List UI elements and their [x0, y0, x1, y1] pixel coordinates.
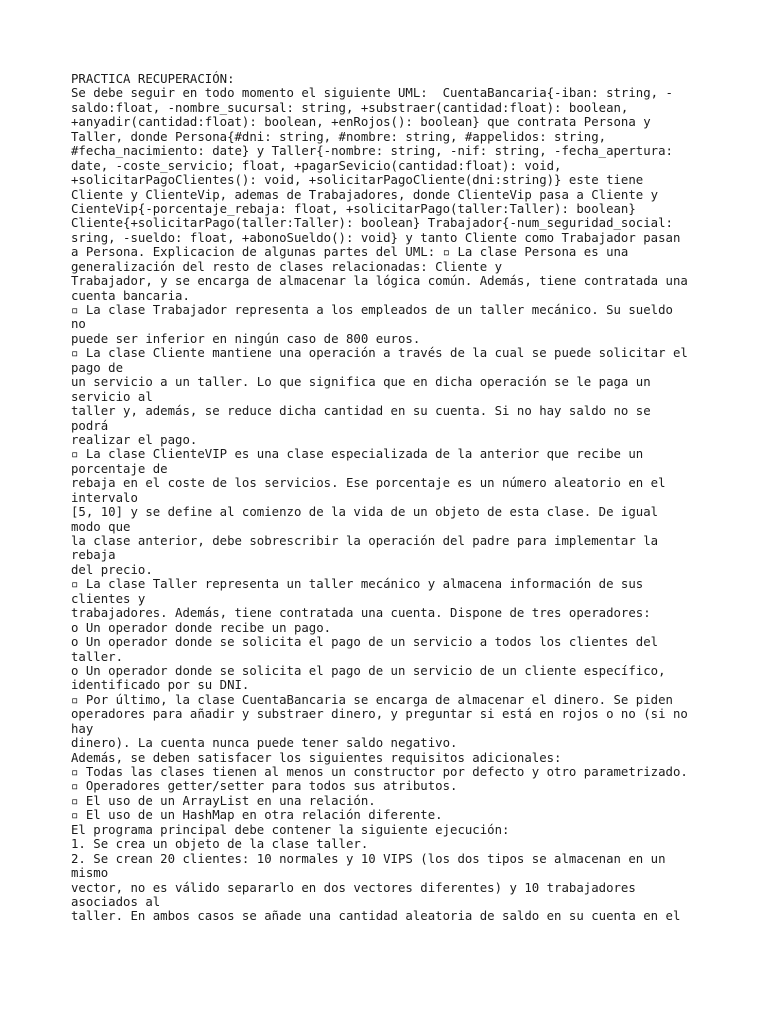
document-line: vector, no es válido separarlo en dos vectores diferentes) y 10 trabajadores [71, 880, 636, 895]
document-line: +solicitarPagoClientes(): void, +solicitarPagoCliente(dni:string)} este tiene [71, 173, 644, 188]
document-line: ▫ La clase Taller representa un taller mecánico y almacena información de sus [71, 577, 644, 592]
document-line: ▫ El uso de un ArrayList en una relación. [71, 793, 376, 808]
document-line: cuenta bancaria. [71, 288, 190, 303]
document-line: +anyadir(cantidad:float): boolean, +enRojos(): boolean} que contrata Persona y [71, 115, 651, 130]
document-line: realizar el pago. [71, 432, 198, 447]
document-line: dinero). La cuenta nunca puede tener saldo negativo. [71, 736, 458, 751]
document-line: 2. Se crean 20 clientes: 10 normales y 10 VIPS (los dos tipos se almacenan en un [71, 851, 666, 866]
document-line: ▫ La clase Trabajador representa a los empleados de un taller mecánico. Su sueldo [71, 303, 673, 317]
document-line: sring, -sueldo: float, +abonoSueldo(): void} y tanto Cliente como Trabajador pasan [71, 230, 681, 245]
document-line: ▫ La clase Cliente mantiene una operación a través de la cual se puede solicitar el [71, 346, 688, 361]
document-line: 1. Se crea un objeto de la clase taller. [71, 837, 369, 852]
document-line: mismo [71, 866, 109, 881]
document-line: porcentaje de [71, 461, 168, 476]
document-line: Trabajador, y se encarga de almacenar la lógica común. Además, tiene contratada una [71, 274, 688, 289]
document-line: Cliente{+solicitarPago(taller:Taller): boolean} Trabajador{-num_seguridad_social: [71, 216, 673, 231]
document-line: Cliente y ClienteVip, ademas de Trabajadores, donde ClienteVip pasa a Cliente y [71, 187, 659, 202]
document-line: ▫ Operadores getter/setter para todos sus atributos. [71, 779, 458, 794]
document-body [71, 72, 761, 924]
document-line: date, -coste_servicio; float, +pagarSevicio(cantidad:float): void, [71, 158, 562, 173]
document-line: o Un operador donde se solicita el pago de un servicio de un cliente específico, [71, 663, 666, 678]
document-line: un servicio a un taller. Lo que significa que en dicha operación se le paga un [71, 375, 651, 390]
document-line: pago de [71, 360, 124, 375]
document-line: puede ser inferior en ningún caso de 800 euros. [71, 331, 421, 346]
document-line: o Un operador donde recibe un pago. [71, 620, 332, 635]
document-line: ▫ Todas las clases tienen al menos un constructor por defecto y otro parametrizado. [71, 765, 688, 779]
document-line: del precio. [71, 562, 153, 577]
document-line: [5, 10] y se define al comienzo de la vida de un objeto de esta clase. De igual [71, 505, 659, 520]
document-line: Taller, donde Persona{#dni: string, #nombre: string, #appelidos: string, [71, 129, 607, 144]
document-line: la clase anterior, debe sobrescribir la operación del padre para implementar la [71, 534, 659, 548]
document-line: El programa principal debe contener la siguiente ejecución: [71, 822, 510, 837]
document-line: ▫ Por último, la clase CuentaBancaria se encarga de almacenar el dinero. Se piden [71, 692, 673, 707]
document-line: Se debe seguir en todo momento el siguiente UML: CuentaBancaria{-iban: string, - [71, 86, 673, 101]
document-line: no [71, 317, 86, 332]
document-line: ▫ El uso de un HashMap en otra relación diferente. [71, 808, 443, 823]
document-line: taller. [71, 649, 124, 664]
document-line: PRACTICA RECUPERACIÓN: [71, 72, 235, 86]
document-line: trabajadores. Además, tiene contratada una cuenta. Dispone de tres operadores: [71, 606, 651, 621]
document-line: #fecha_nacimiento: date} y Taller{-nombre: string, -nif: string, -fecha_apertura: [71, 144, 673, 159]
document-line: intervalo [71, 490, 138, 505]
document-line: podrá [71, 418, 109, 433]
document-line: servicio al [71, 389, 153, 404]
document-line: a Persona. Explicacion de algunas partes del UML: ▫ La clase Persona es una [71, 245, 629, 260]
document-line: asociados al [71, 894, 161, 909]
document-line: generalización del resto de clases relacionadas: Cliente y [71, 259, 503, 274]
document-line: rebaja [71, 548, 116, 563]
document-line: taller y, además, se reduce dicha cantidad en su cuenta. Si no hay saldo no se [71, 404, 651, 419]
document-line: rebaja en el coste de los servicios. Ese porcentaje es un número aleatorio en el [71, 476, 666, 491]
document-line: ▫ La clase ClienteVIP es una clase especializada de la anterior que recibe un [71, 447, 644, 462]
document-line: modo que [71, 519, 131, 534]
document-line: operadores para añadir y substraer dinero, y preguntar si está en rojos o no (si no [71, 707, 688, 722]
document-line: identificado por su DNI. [71, 678, 250, 693]
document-line: taller. En ambos casos se añade una cantidad aleatoria de saldo en su cuenta en el [71, 909, 681, 924]
document-line: saldo:float, -nombre_sucursal: string, +substraer(cantidad:float): boolean, [71, 100, 629, 115]
document-line: clientes y [71, 591, 146, 606]
document-line: Además, se deben satisfacer los siguientes requisitos adicionales: [71, 750, 562, 765]
document-line: CienteVip{-porcentaje_rebaja: float, +solicitarPago(taller:Taller): boolean} [71, 201, 636, 216]
document-line: hay [71, 721, 94, 736]
document-line: o Un operador donde se solicita el pago de un servicio a todos los clientes del [71, 635, 659, 650]
